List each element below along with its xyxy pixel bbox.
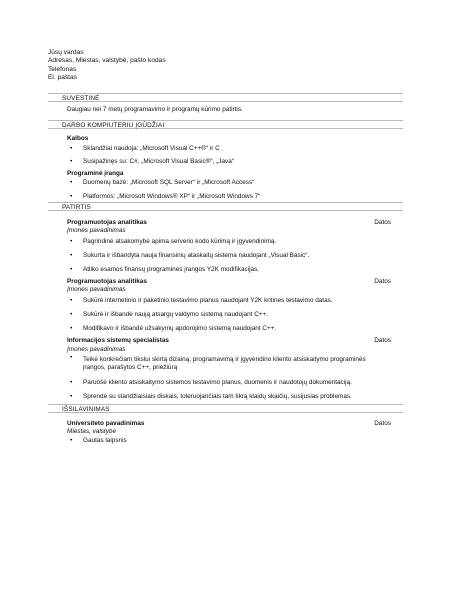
skill-group-title: Kalbos — [67, 135, 89, 142]
skills-block — [67, 134, 401, 201]
job-entry — [67, 336, 401, 404]
section-heading-skills: DARBO KOMPIUTERIU ĮGŪDŽIAI — [48, 120, 403, 129]
job-duty: • Paruošė kliento atsiskaitymo sistemos testavimo planus, duomenis ir naudotojų dokumentaciją. — [67, 376, 401, 390]
contact-block — [48, 49, 166, 83]
job-duty: • Sukūrė ir išbandė naują atsargų valdymo sistemą naudojant C++. — [67, 308, 401, 322]
degree-list — [67, 436, 401, 446]
skill-item: • Sklandžiai naudoja: „Microsoft Visual C++®“ ir C — [67, 143, 401, 155]
job-title: Programuotojas analitikas — [67, 219, 147, 226]
job-title: Informacijos sistemų specialistas — [67, 337, 169, 344]
skill-group-title: Programinė įranga — [67, 170, 124, 177]
skill-item: • Duomenų bazė: „Microsoft SQL Server“ ir „Microsoft Access“ — [67, 178, 401, 192]
section-heading-summary: SUVESTINĖ — [48, 93, 403, 102]
skill-list — [67, 143, 401, 168]
job-duty: • Sukurta ir išbandyta nauja finansinių ataskaitų sistema naudojant „Visual Basic“. — [67, 249, 401, 263]
job-entry — [67, 218, 401, 277]
job-duty: • Teikė konkrečiam tikslui skirtą dizainą, programavimą ir įgyvendino kliento atsiskaitymo programinės įrangos, parašytos C++, priežiūrą — [67, 354, 367, 376]
contact-address: Adresas, Miestas, valstybė, pašto kodas — [48, 57, 166, 65]
skill-item: • Platformos: „Microsoft Windows® XP“ ir „Microsoft Windows 7“ — [67, 192, 401, 201]
contact-email: El. paštas — [48, 74, 77, 82]
summary-text: Daugiau nei 7 metų programavimo ir programų kūrimo patirtis. — [67, 106, 243, 113]
skill-list — [67, 178, 401, 201]
job-duty: • Atliko esamos finansų programinės įrangos Y2K modifikacijas. — [67, 263, 401, 277]
job-duty: • Sukūrė internetinio ir paketinio testavimo planus naudojant Y2K kritines testavimo datas. — [67, 294, 401, 308]
section-heading-education: IŠSILAVINIMAS — [48, 404, 403, 413]
school-location: Miestas, valstybė — [67, 428, 117, 435]
company-name: Įmonės pavadinimas — [67, 227, 126, 234]
school-name: Universiteto pavadinimas — [67, 420, 145, 427]
degree-item: • Gautas laipsnis — [67, 436, 401, 446]
job-date: Datos — [374, 219, 391, 226]
job-title: Programuotojas analitikas — [67, 278, 147, 285]
job-duty: • Pagrindinė atsakomybė apima serverio kodo kūrimą ir įgyvendinimą. — [67, 235, 401, 249]
job-date: Datos — [374, 337, 391, 344]
job-entry — [67, 277, 401, 336]
contact-name: Jūsų vardas — [48, 49, 84, 56]
skill-item: • Susipažinęs su: C#, „Microsoft Visual Basic®“, „Java“ — [67, 155, 401, 168]
company-name: Įmonės pavadinimas — [67, 286, 126, 293]
education-entry — [67, 419, 401, 446]
company-name: Įmonės pavadinimas — [67, 346, 126, 353]
job-duty: • Modifikavo ir išbandė užsakymų apdorojimo sistemą naudojant C++. — [67, 322, 401, 336]
job-duties — [67, 354, 401, 404]
job-duty: • Sprendė su standžiaisiais diskais, toleruojančiais tam tikrą klaidų skaičių, susijusias problemas. — [67, 390, 401, 404]
job-duties — [67, 294, 401, 336]
contact-phone: Telefonas — [48, 65, 77, 73]
job-duties — [67, 235, 401, 277]
job-date: Datos — [374, 278, 391, 285]
section-heading-experience: PATIRTIS — [48, 202, 403, 211]
education-date: Datos — [374, 420, 391, 427]
